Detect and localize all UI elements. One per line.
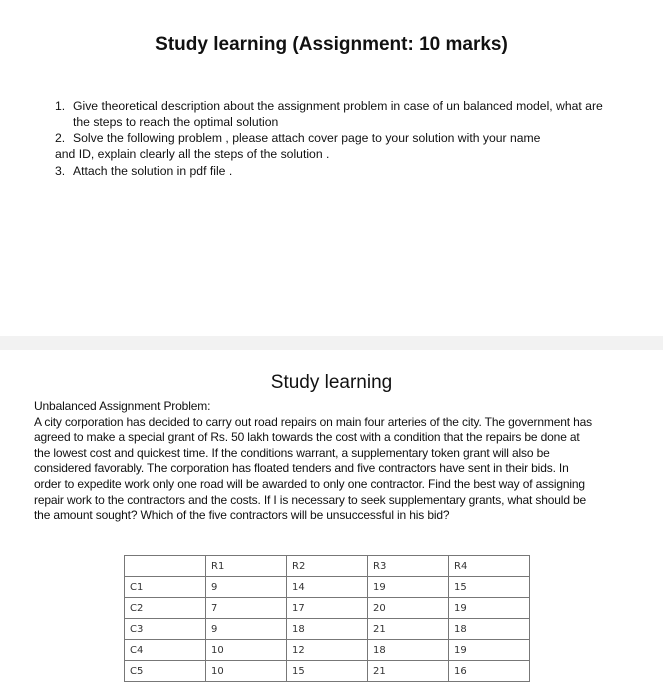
question-number: 2. [55, 131, 66, 145]
table-cell: 18 [368, 640, 449, 661]
table-header-cell: R2 [287, 556, 368, 577]
problem-statement [34, 399, 599, 524]
question-number: 3. [55, 164, 66, 178]
question-1 [55, 98, 615, 130]
table-header-cell: R3 [368, 556, 449, 577]
table-cell: 9 [206, 577, 287, 598]
table-cell: 15 [449, 577, 530, 598]
table-cell: 19 [449, 640, 530, 661]
table-cell: C5 [125, 661, 206, 682]
table-row [125, 577, 530, 598]
table-cell: 12 [287, 640, 368, 661]
question-3 [55, 163, 615, 179]
table-cell: 16 [449, 661, 530, 682]
problem-page [0, 350, 663, 700]
question-2 [55, 130, 615, 162]
table-cell: C3 [125, 619, 206, 640]
table-cell: 9 [206, 619, 287, 640]
table-cell: 19 [449, 598, 530, 619]
question-text: Solve the following problem , please attach cover page to your solution with your name [73, 131, 541, 145]
table-cell: 10 [206, 661, 287, 682]
question-text: Give theoretical description about the assignment problem in case of un balanced model, what are the steps to reach the optimal solution [73, 99, 603, 129]
assignment-page [0, 0, 663, 336]
table-cell: 19 [368, 577, 449, 598]
table-cell: 14 [287, 577, 368, 598]
table-header-row [125, 556, 530, 577]
table-cell: 20 [368, 598, 449, 619]
table-row [125, 661, 530, 682]
table-cell: 18 [287, 619, 368, 640]
table-header-cell [125, 556, 206, 577]
question-list [55, 98, 615, 179]
table-cell: 10 [206, 640, 287, 661]
table-row [125, 640, 530, 661]
question-text-continued: and ID, explain clearly all the steps of the solution . [55, 147, 330, 161]
table-row [125, 598, 530, 619]
table-cell: 21 [368, 661, 449, 682]
cost-table [124, 555, 530, 682]
table-cell: 18 [449, 619, 530, 640]
table-cell: C2 [125, 598, 206, 619]
assignment-title: Study learning (Assignment: 10 marks) [155, 34, 508, 55]
table-cell: 7 [206, 598, 287, 619]
problem-title: Study learning [270, 372, 393, 393]
question-text: Attach the solution in pdf file . [73, 164, 233, 178]
table-header-cell: R4 [449, 556, 530, 577]
problem-heading: Unbalanced Assignment Problem: [34, 399, 211, 413]
table-header-cell: R1 [206, 556, 287, 577]
table-cell: C1 [125, 577, 206, 598]
table-cell: 21 [368, 619, 449, 640]
table-cell: 15 [287, 661, 368, 682]
problem-text: A city corporation has decided to carry out road repairs on main four arteries of the city. The government has agreed to make a special grant of Rs. 50 lakh towards the cost with a condition that the repairs be done at the lowest cost and quickest time. If the conditions warrant, a supplementary token grant will also be considered favorably. The corporation has floated tenders and five contractors have sent in their bids. In order to expedite work only one road will be awarded to only one contractor. Find the best way of assigning repair work to the contractors and the costs. If I is necessary to seek supplementary grants, what should be the amount sought? Which of the five contractors will be unsuccessful in his bid? [34, 414, 593, 523]
table-cell: 17 [287, 598, 368, 619]
table-cell: C4 [125, 640, 206, 661]
question-number: 1. [55, 99, 66, 113]
table-row [125, 619, 530, 640]
